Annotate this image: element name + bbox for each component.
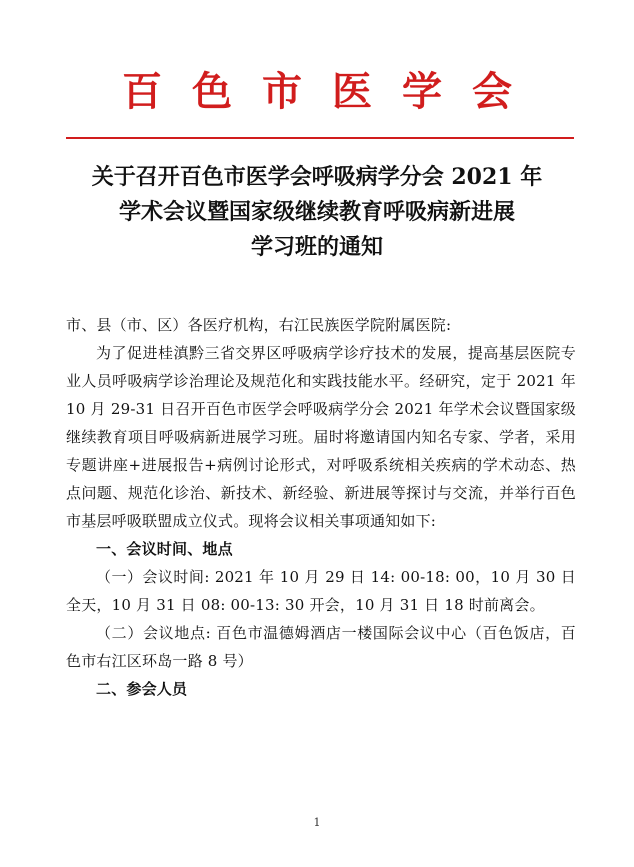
red-divider-line bbox=[66, 137, 574, 139]
section-heading-attendees: 二、参会人员 bbox=[96, 680, 188, 698]
title-line-3: 学习班的通知 bbox=[250, 234, 383, 260]
paragraph-intro: 为了促进桂滇黔三省交界区呼吸病学诊疗技术的发展，提高基层医院专业人员呼吸病学诊治理论及规范化和实践技能水平。经研究，定于 2021 年 10 月 29-31 日召开百色市医学会呼吸病学分会 2021 年学术会议暨国家级继续教育项目呼吸病新进展学习班。届时将邀请国内知名专家、学者，采用专题讲座+进展报告+病例讨论形式，对呼吸系统相关疾病的学术动态、热点问题、规范化诊治、新技术、新经验、新进展等探讨与交流，并举行百色市基层呼吸联盟成立仪式。现将会议相关事项通知如下: bbox=[66, 344, 576, 530]
document-title bbox=[40, 160, 594, 265]
organization-header: 百色市医学会 bbox=[122, 68, 542, 115]
salutation: 市、县（市、区）各医疗机构，右江民族医学院附属医院: bbox=[66, 316, 452, 334]
title-line-1: 关于召开百色市医学会呼吸病学分会 2021 年 bbox=[91, 164, 543, 190]
page-number: 1 bbox=[313, 816, 321, 829]
meeting-location-item: （二）会议地点: 百色市温德姆酒店一楼国际会议中心（百色饭店，百色市右江区环岛一路 8 号） bbox=[66, 624, 576, 670]
meeting-time-item: （一）会议时间: 2021 年 10 月 29 日 14: 00-18: 00，10 月 30 日全天，10 月 31 日 08: 00-13: 30 开会，10 月 31 日 18 时前离会。 bbox=[66, 568, 576, 614]
section-heading-time-place: 一、会议时间、地点 bbox=[96, 540, 233, 558]
document-body bbox=[66, 311, 576, 703]
title-line-2: 学术会议暨国家级继续教育呼吸病新进展 bbox=[118, 199, 515, 225]
